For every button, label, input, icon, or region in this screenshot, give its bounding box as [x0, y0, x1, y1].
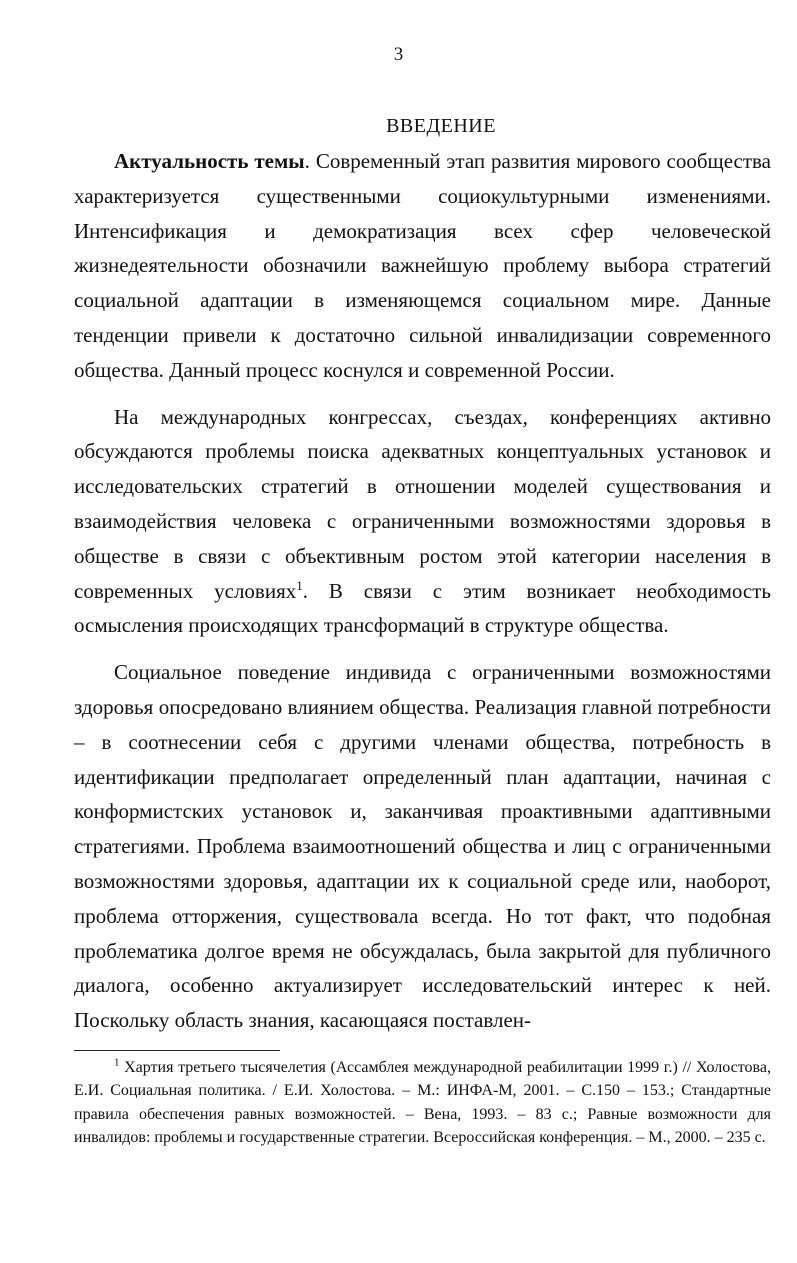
- footnote-divider: [74, 1050, 280, 1051]
- paragraph-congresses-text-b: . В связи с этим возникает необходимость осмысления происходящих трансформаций в структуре общества.: [74, 578, 772, 638]
- paragraph-congresses: [74, 400, 771, 644]
- footnote: [74, 1056, 771, 1149]
- paragraph-relevance: [74, 144, 771, 388]
- relevance-heading: Актуальность темы: [114, 149, 305, 173]
- paragraph-social-behavior: Социальное поведение индивида с ограниченными возможностями здоровья опосредовано влиянием общества. Реализация главной потребности – в соотнесении себя с другими членами общества, потребность в идентификации предполагает определенный план адаптации, начиная с конформистских установок и, заканчивая проактивными адаптивными стратегиями. Проблема взаимоотношений общества и лиц с ограниченными возможностями здоровья, адаптации их к социальной среде или, наоборот, проблема отторжения, существовала всегда. Но тот факт, что подобная проблематика долгое время не обсуждалась, была закрытой для публичного диалога, особенно актуализирует исследовательский интерес к ней. Поскольку область знания, касающаяся поставлен-: [74, 660, 771, 1033]
- footnote-mark: 1: [114, 1056, 120, 1069]
- footnote-reference[interactable]: 1: [296, 577, 303, 593]
- footnote-text: Хартия третьего тысячелетия (Ассамблея международной реабилитации 1999 г.) // Холостова, Е.И. Социальная политика. / Е.И. Холостова. – М.: ИНФА-М, 2001. – С.150 – 153.; Стандартные правила обеспечения равных возможностей. – Вена, 1993. – 83 с.; Равные возможности для инвалидов: проблемы и государственные стратегии. Всероссийская конференция. – М., 2000. – 235 с.: [74, 1059, 771, 1146]
- page-title: ВВЕДЕНИЕ: [386, 115, 496, 137]
- main-text: [74, 144, 771, 1038]
- paragraph-relevance-text: . Современный этап развития мирового сообщества характеризуется существенными социокультурными изменениями. Интенсификация и демократизация всех сфер человеческой жизнедеятельности обозначили важнейшую проблему выбора стратегий социальной адаптации в изменяющемся социальном мире. Данные тенденции привели к достаточно сильной инвалидизации современного общества. Данный процесс коснулся и современной России.: [74, 149, 771, 382]
- paragraph-congresses-text-a: На международных конгрессах, съездах, конференциях активно обсуждаются проблемы поиска адекватных концептуальных установок и исследовательских стратегий в отношении моделей существования и взаимодействия человека с ограниченными возможностями здоровья в обществе в связи с объективным ростом этой категории населения в современных условиях: [74, 404, 771, 603]
- page-number: 3: [393, 44, 404, 65]
